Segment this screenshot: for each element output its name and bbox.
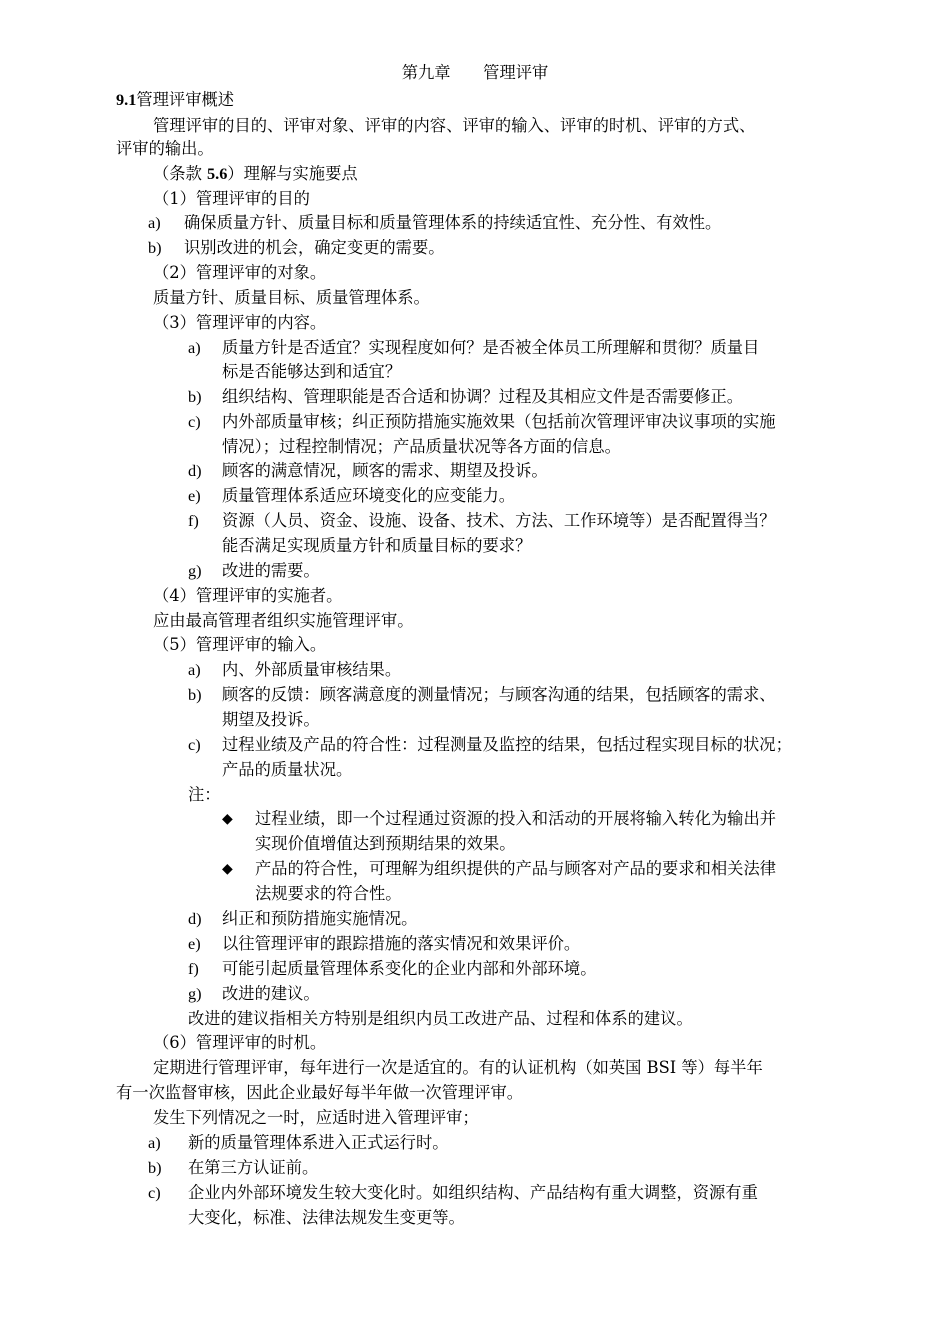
- list-text: 新的质量管理体系进入正式运行时。: [188, 1133, 449, 1152]
- suggestion-note: 改进的建议指相关方特别是组织内员工改进产品、过程和体系的建议。: [188, 1009, 693, 1028]
- list-marker: d): [188, 461, 202, 480]
- note-text-cont: 法规要求的符合性。: [255, 884, 402, 903]
- clause-suffix: ）理解与实施要点: [227, 164, 358, 183]
- list-marker: b): [148, 1158, 162, 1177]
- s4-heading: （4）管理评审的实施者。: [153, 586, 343, 605]
- s6-body-line-1: 定期进行管理评审，每年进行一次是适宜的。有的认证机构（如英国 BSI 等）每半年: [153, 1058, 763, 1077]
- clause-number: 5.6: [207, 164, 228, 183]
- list-text: 企业内外部环境发生较大变化时。如组织结构、产品结构有重大调整，资源有重: [188, 1183, 758, 1202]
- list-marker: c): [148, 1183, 161, 1202]
- list-text: 资源（人员、资金、设施、设备、技术、方法、工作环境等）是否配置得当？: [222, 511, 776, 530]
- note-label: 注：: [188, 785, 221, 804]
- section-title: 管理评审概述: [136, 90, 235, 109]
- diamond-bullet-icon: ◆: [222, 861, 233, 877]
- list-marker: b): [188, 387, 202, 406]
- s5-heading: （5）管理评审的输入。: [153, 635, 327, 654]
- list-marker: b): [148, 238, 162, 257]
- list-marker: a): [188, 338, 201, 357]
- list-marker: e): [188, 934, 201, 953]
- list-text: 识别改进的机会，确定变更的需要。: [184, 238, 445, 257]
- list-text-cont: 产品的质量状况。: [222, 760, 353, 779]
- note-text: 产品的符合性，可理解为组织提供的产品与顾客对产品的要求和相关法律: [255, 859, 777, 878]
- list-text: 以往管理评审的跟踪措施的落实情况和效果评价。: [222, 934, 581, 953]
- list-text: 组织结构、管理职能是否合适和协调？过程及其相应文件是否需要修正。: [222, 387, 744, 406]
- s1-heading: （1）管理评审的目的: [153, 189, 310, 208]
- list-marker: a): [148, 1133, 161, 1152]
- section-heading: [116, 89, 234, 111]
- s2-heading: （2）管理评审的对象。: [153, 263, 327, 282]
- diamond-bullet-icon: ◆: [222, 811, 233, 827]
- list-marker: f): [188, 959, 199, 978]
- clause-line: [153, 163, 358, 185]
- list-text: 顾客的满意情况，顾客的需求、期望及投诉。: [222, 461, 548, 480]
- list-text: 过程业绩及产品的符合性：过程测量及监控的结果，包括过程实现目标的状况；: [222, 735, 792, 754]
- s3-heading: （3）管理评审的内容。: [153, 313, 327, 332]
- note-text: 过程业绩，即一个过程通过资源的投入和活动的开展将输入转化为输出并: [255, 809, 777, 828]
- list-text: 顾客的反馈：顾客满意度的测量情况；与顾客沟通的结果，包括顾客的需求、: [222, 685, 776, 704]
- intro-line-1: 管理评审的目的、评审对象、评审的内容、评审的输入、评审的时机、评审的方式、: [153, 116, 756, 135]
- list-text-cont: 标是否能够达到和适宜？: [222, 362, 402, 381]
- list-text: 质量管理体系适应环境变化的应变能力。: [222, 486, 516, 505]
- section-number: 9.1: [116, 90, 137, 109]
- chapter-title: 第九章 管理评审: [401, 63, 549, 82]
- list-text-cont: 期望及投诉。: [222, 710, 320, 729]
- list-marker: b): [188, 685, 202, 704]
- list-marker: f): [188, 511, 199, 530]
- list-text: 在第三方认证前。: [188, 1158, 319, 1177]
- list-marker: d): [188, 909, 202, 928]
- s2-body: 质量方针、质量目标、质量管理体系。: [153, 288, 430, 307]
- list-text-cont: 大变化，标准、法律法规发生变更等。: [188, 1208, 465, 1227]
- note-text-cont: 实现价值增值达到预期结果的效果。: [255, 834, 516, 853]
- list-text: 可能引起质量管理体系变化的企业内部和外部环境。: [222, 959, 597, 978]
- list-marker: c): [188, 412, 201, 431]
- s6-body-line-2: 有一次监督审核，因此企业最好每半年做一次管理评审。: [116, 1083, 524, 1102]
- list-text-cont: 情况）；过程控制情况；产品质量状况等各方面的信息。: [222, 437, 621, 456]
- list-text-cont: 能否满足实现质量方针和质量目标的要求？: [222, 536, 532, 555]
- list-text: 确保质量方针、质量目标和质量管理体系的持续适宜性、充分性、有效性。: [184, 213, 722, 232]
- list-marker: e): [188, 486, 201, 505]
- list-marker: a): [188, 660, 201, 679]
- list-text: 内、外部质量审核结果。: [222, 660, 402, 679]
- s6-heading: （6）管理评审的时机。: [153, 1033, 327, 1052]
- list-text: 内外部质量审核；纠正预防措施实施效果（包括前次管理评审决议事项的实施: [222, 412, 776, 431]
- list-marker: c): [188, 735, 201, 754]
- list-text: 纠正和预防措施实施情况。: [222, 909, 418, 928]
- s6-trigger: 发生下列情况之一时，应适时进入管理评审；: [153, 1108, 479, 1127]
- list-text: 改进的建议。: [222, 984, 320, 1003]
- list-marker: g): [188, 561, 202, 580]
- intro-line-2: 评审的输出。: [116, 139, 214, 158]
- s4-body: 应由最高管理者组织实施管理评审。: [153, 611, 414, 630]
- clause-prefix: （条款: [153, 164, 208, 183]
- list-text: 质量方针是否适宜？实现程度如何？是否被全体员工所理解和贯彻？质量目: [222, 338, 760, 357]
- list-marker: a): [148, 213, 161, 232]
- list-marker: g): [188, 984, 202, 1003]
- list-text: 改进的需要。: [222, 561, 320, 580]
